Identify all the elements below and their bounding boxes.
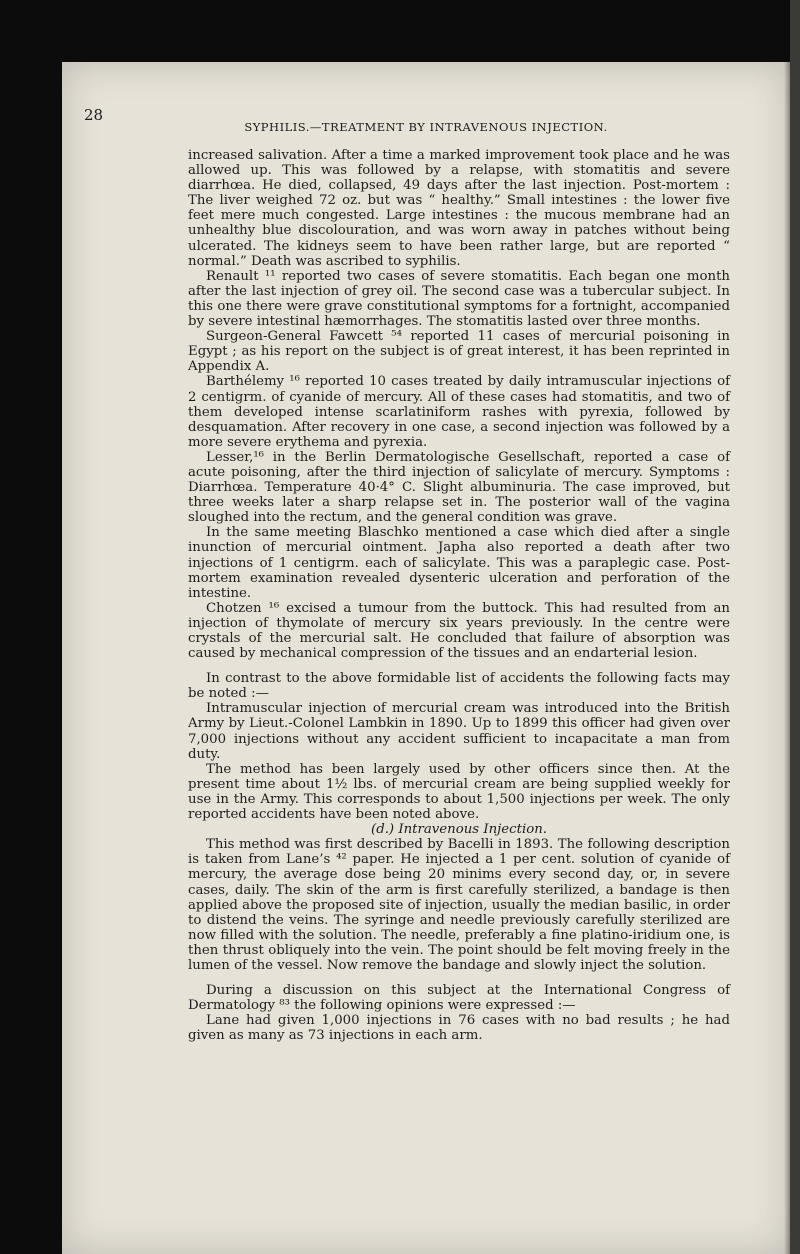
paragraph: In the same meeting Blaschko mentioned a case which died after a single inunction of mercurial ointment. Japha also reported a death after two injections of 1 centigrm. each of salicylate. This was a paraplegic case. Post-mortem examination revealed dysenteric ulceration and perforation of the intestine. (188, 525, 730, 601)
paragraph: The method has been largely used by other officers since then. At the present time about 1½ lbs. of mercurial cream are being supplied weekly for use in the Army. This corresponds to about 1,500 injections per week. The only reported accidents have been noted above. (188, 761, 730, 823)
page-number: 28 (84, 106, 104, 124)
body-text (188, 148, 730, 1043)
book-page (62, 62, 790, 1254)
section-heading: (d.) Intravenous Injection. (371, 822, 547, 838)
paragraph: Intramuscular injection of mercurial cream was introduced into the British Army by Lieut.-Colonel Lambkin in 1890. Up to 1899 this officer had given over 7,000 injections without any accident sufficient to incapacitate a man from duty. (188, 701, 730, 762)
paragraph: Surgeon-General Fawcett ⁵⁴ reported 11 cases of mercurial poisoning in Egypt ; as his report on the subject is of great interest, it has been reprinted in Appendix A. (188, 329, 730, 375)
paragraph: Chotzen ¹⁶ excised a tumour from the buttock. This had resulted from an injection of thymolate of mercury six years previously. In the centre were crystals of the mercurial salt. He concluded that failure of absorption was caused by mechanical compression of the tissues and an endarterial lesion. (188, 600, 730, 662)
paragraph: In contrast to the above formidable list of accidents the following facts may be noted :— (188, 671, 730, 702)
running-head: SYPHILIS.—TREATMENT BY INTRAVENOUS INJECTION. (244, 120, 608, 134)
paragraph: Lane had given 1,000 injections in 76 cases with no bad results ; he had given as many as 73 injections in each arm. (188, 1013, 730, 1044)
paragraph: This method was first described by Bacelli in 1893. The following description is taken from Lane’s ⁴² paper. He injected a 1 per cent. solution of cyanide of mercury, the average dose being 20 minims every second day, or, in severe cases, daily. The skin of the arm is first carefully sterilized, a bandage is then applied above the proposed site of injection, usually the median basilic, in order to distend the veins. The syringe and needle previously carefully sterilized are now filled with the solution. The needle, preferably a fine platino-iridium one, is then thrust obliquely into the vein. The point should be felt moving freely in the lumen of the vessel. Now remove the bandage and slowly inject the solution. (188, 837, 730, 973)
paragraph: Barthélemy ¹⁶ reported 10 cases treated by daily intramuscular injections of 2 centigrm. of cyanide of mercury. All of these cases had stomatitis, and two of them developed intense scarlatiniform rashes with pyrexia, followed by desquamation. After recovery in one case, a second injection was followed by a more severe erythema and pyrexia. (188, 374, 730, 450)
paragraph: Renault ¹¹ reported two cases of severe stomatitis. Each began one month after the last injection of grey oil. The second case was a tubercular subject. In this one there were grave constitutional symptoms for a fortnight, accompanied by severe intestinal hæmorrhages. The stomatitis lasted over three months. (188, 268, 730, 330)
book-spine (790, 0, 800, 1254)
paragraph: increased salivation. After a time a marked improvement took place and he was allowed up. This was followed by a relapse, with stomatitis and severe diarrhœa. He died, collapsed, 49 days after the last injection. Post-mortem : The liver weighed 72 oz. but was “ healthy.” Small intestines : the lower five feet mere much congested. Large intestines : the mucous membrane had an unhealthy blue discolouration, and was worn away in patches without being ulcerated. The kidneys seem to have been rather large, but are reported “ normal.” Death was ascribed to syphilis. (188, 148, 730, 269)
paragraph: Lesser,¹⁶ in the Berlin Dermatologische Gesellschaft, reported a case of acute poisoning, after the third injection of salicylate of mercury. Symptoms : Diarrhœa. Temperature 40·4° C. Slight albuminuria. The case improved, but three weeks later a sharp relapse set in. The posterior wall of the vagina sloughed into the rectum, and the general condition was grave. (188, 449, 730, 526)
paragraph: During a discussion on this subject at the International Congress of Dermatology ⁸³ the following opinions were expressed :— (188, 983, 730, 1014)
